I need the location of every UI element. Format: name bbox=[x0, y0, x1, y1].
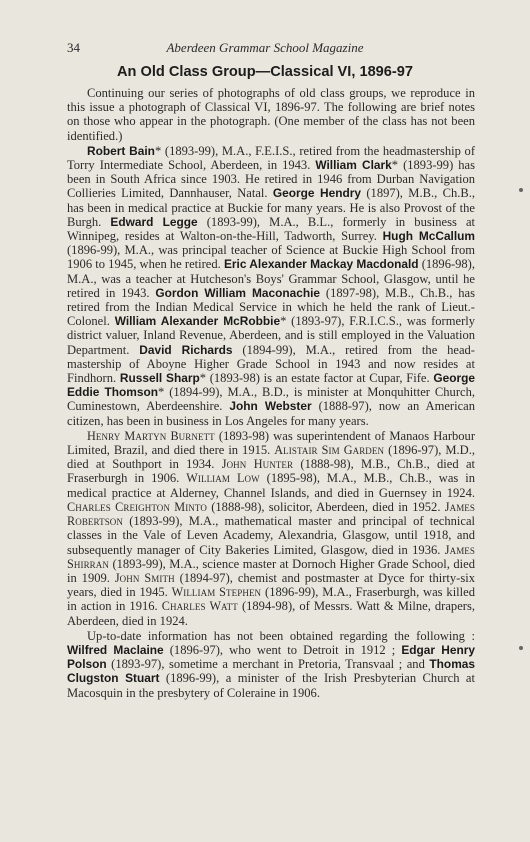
member-note: * (1894-99), M.A., B.D., is minister at Monquhitter Church, Cuminestown, Aberdeenshire. bbox=[67, 385, 475, 414]
member-name: George Eddie Thomson bbox=[67, 371, 475, 400]
intro-paragraph: Continuing our series of photographs of old class groups, we reproduce in this issue a photograph of Classical VI, 1896-97. The following are brief notes on those who appear in the photograph. (One member of the class has not been identified.) bbox=[67, 86, 475, 143]
member-name: Hugh McCallum bbox=[382, 229, 476, 244]
member-note: * (1893-99), M.A., F.E.I.S., retired from the headmastership of Torry Intermediate School, Aberdeen, in 1943. bbox=[67, 143, 475, 173]
member-note: (1897-98), M.B., Ch.B., has retired from the Indian Medical Service in which he held the rank of Lieut.-Colonel. bbox=[67, 285, 475, 329]
member-note: (1897), M.B., Ch.B., has been in medical practice at Buckie for many years. He is also Provost of the Burgh. bbox=[67, 186, 475, 229]
members-paragraph bbox=[67, 144, 475, 428]
member-name: John Webster bbox=[229, 399, 312, 414]
closing-lead: Up-to-date information has not been obtained regarding the following : bbox=[87, 628, 475, 643]
deceased-note: (1895-98), M.A., M.B., Ch.B., was in medical practice at Alderney, Channel Islands, and died in Guernsey in 1924. bbox=[67, 471, 475, 500]
member-name: David Richards bbox=[139, 342, 233, 357]
deceased-note: (1896-99), M.A., Fraserburgh, was killed in action in 1916. bbox=[67, 585, 475, 614]
unknown-member-note: (1896-97), who went to Detroit in 1912 ; bbox=[163, 642, 402, 657]
deceased-name: John Hunter bbox=[221, 457, 294, 472]
member-note: * (1893-99) has been in South Africa since 1903. He retired in 1946 from Durban Navigation Collieries Limited, Dannhauser, Natal. bbox=[67, 158, 475, 201]
binding-hole bbox=[519, 646, 523, 650]
article-title: An Old Class Group—Classical VI, 1896-97 bbox=[116, 64, 414, 80]
deceased-note: (1894-98), of Messrs. Watt & Milne, drapers, Aberdeen, died in 1924. bbox=[67, 599, 475, 628]
member-note: * (1893-97), F.R.I.C.S., was formerly district valuer, Inland Revenue, Aberdeen, and is still employed in the Valuation Department. bbox=[67, 314, 476, 357]
deceased-note: (1893-99), M.A., mathematical master and principal of technical classes in the Vale of Leven Academy, Alexandria, Glasgow, until 1918, and subsequently manager of City Bakeries Limited, Glasgow, died in 1936. bbox=[67, 514, 475, 557]
member-name: William Alexander McRobbie bbox=[114, 314, 281, 329]
article-body bbox=[67, 86, 475, 700]
member-name: Eric Alexander Mackay Macdonald bbox=[223, 257, 419, 272]
unknown-member-note: (1893-97), sometime a merchant in Pretoria, Transvaal ; and bbox=[106, 657, 430, 672]
member-note: (1888-97), now an American citizen, has been in business in Los Angeles for many years. bbox=[67, 399, 475, 428]
member-note: (1893-99), M.A., B.L., formerly in business at Winnipeg, resides at Walton-on-the-Hill, Tadworth, Surrey. bbox=[67, 214, 475, 244]
deceased-name: John Smith bbox=[114, 570, 175, 585]
deceased-note: (1893-99), M.A., science master at Dornoch Higher Grade School, died in 1909. bbox=[67, 556, 475, 585]
member-name: Robert Bain bbox=[87, 143, 155, 158]
member-name: Russell Sharp bbox=[119, 371, 200, 386]
deceased-note: (1893-98) was superintendent of Manaos Harbour Limited, Brazil, and died there in 1915. bbox=[67, 428, 475, 458]
closing-paragraph bbox=[67, 629, 475, 700]
deceased-paragraph bbox=[67, 429, 475, 628]
member-name: Edward Legge bbox=[110, 214, 198, 229]
unknown-member-note: (1896-99), a minister of the Irish Presbyterian Church at Macosquin in the presbytery of Coleraine in 1906. bbox=[67, 671, 475, 700]
deceased-name: Charles Creighton Minto bbox=[67, 499, 207, 514]
member-name: George Hendry bbox=[272, 186, 362, 201]
unknown-member-name: Thomas Clugston Stuart bbox=[67, 657, 475, 686]
unknown-member-name: Edgar Henry Polson bbox=[67, 642, 475, 672]
deceased-name: William Stephen bbox=[171, 585, 262, 600]
deceased-note: (1888-98), solicitor, Aberdeen, died in 1952. bbox=[206, 499, 441, 514]
deceased-name: William Low bbox=[186, 471, 260, 486]
running-head bbox=[0, 40, 530, 58]
page-number: 34 bbox=[67, 40, 80, 55]
deceased-note: (1888-98), M.B., Ch.B., died at Fraserburgh in 1906. bbox=[67, 457, 476, 486]
deceased-note: (1894-97), chemist and postmaster at Dyce for thirty-six years, died in 1945. bbox=[67, 570, 475, 600]
deceased-name: James Robertson bbox=[67, 499, 475, 529]
binding-hole bbox=[519, 188, 523, 192]
running-title: Aberdeen Grammar School Magazine bbox=[166, 40, 364, 55]
member-name: William Clark bbox=[315, 158, 392, 173]
deceased-note: (1896-97), M.D., died at Southport in 1934. bbox=[67, 443, 475, 472]
member-note: (1896-98), M.A., was a teacher at Hutcheson's Boys' Grammar School, Glasgow, until he retired in 1943. bbox=[67, 257, 476, 300]
member-note: (1894-99), M.A., retired from the head-mastership of Aboyne Higher Grade School in 1943 and now resides at Findhorn. bbox=[67, 342, 475, 386]
deceased-name: James Shirran bbox=[67, 542, 475, 571]
member-note: * (1893-98) is an estate factor at Cupar, Fife. bbox=[199, 371, 430, 386]
member-note: (1896-99), M.A., was principal teacher of Science at Buckie High School from 1906 to 1945, when he retired. bbox=[67, 243, 475, 272]
unknown-member-name: Wilfred Maclaine bbox=[67, 642, 164, 657]
deceased-name: Charles Watt bbox=[161, 599, 238, 614]
deceased-name: Henry Martyn Burnett bbox=[87, 428, 215, 443]
deceased-name: Alistair Sim Garden bbox=[274, 443, 385, 458]
member-name: Gordon William Maconachie bbox=[155, 285, 321, 300]
